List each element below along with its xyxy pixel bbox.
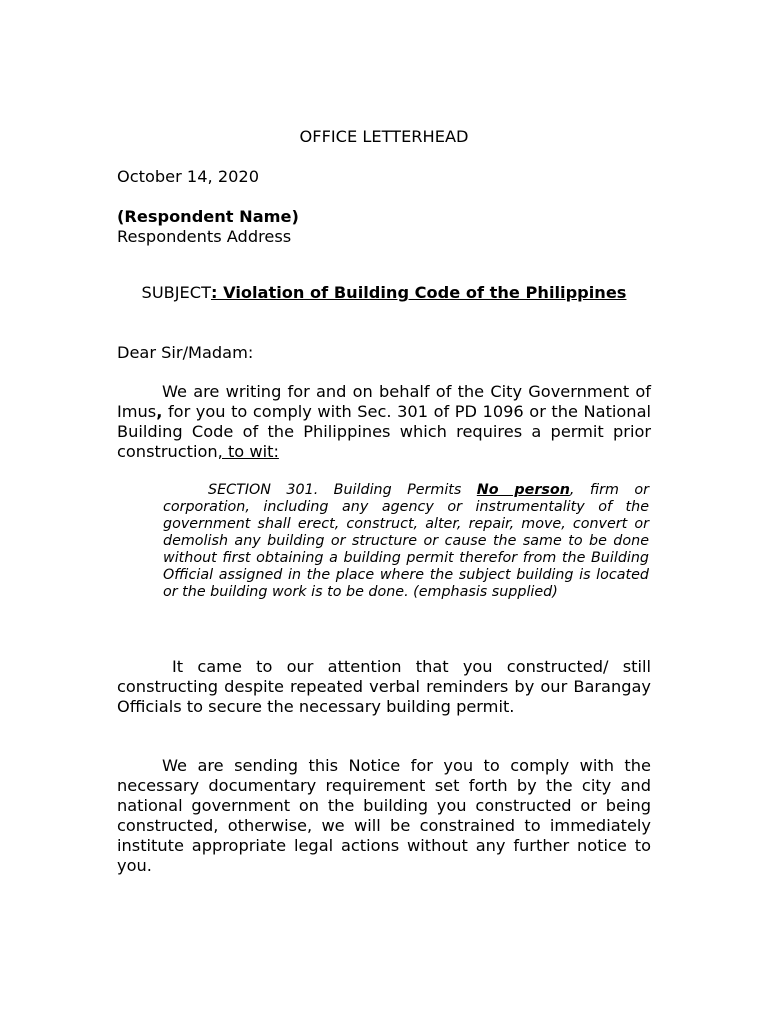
- paragraph-attention: It came to our attention that you constructed/ still constructing despite repeated verbal reminders by our Barangay Officials to secure the necessary building permit.: [117, 657, 651, 716]
- respondent-address: Respondents Address: [117, 227, 292, 246]
- quote-part2: , firm or corporation, including any agency or instrumentality of the government shall erect, construct, alter, repair, move, convert or demolish any building or structure or cause the same to be done without first obtaining a building permit therefor from the Building Official assigned in the place where the subject building is located or the building work is to be done. (emphasis supplied): [163, 482, 649, 600]
- quote-emphasis: No person: [476, 482, 570, 498]
- subject-line: [117, 283, 651, 303]
- paragraph-intro: [117, 382, 651, 462]
- subject-text: : Violation of Building Code of the Philippines: [210, 283, 627, 302]
- paragraph-intro-part2: for you to comply with Sec. 301 of PD 1096 or the National Building Code of the Philippines which requires a permit prior construction: [117, 402, 651, 461]
- paragraph-intro-part1: We are writing for and on behalf of the City Government of Imus: [117, 382, 651, 421]
- salutation: Dear Sir/Madam:: [117, 343, 254, 362]
- quote-part1: SECTION 301. Building Permits: [208, 482, 477, 498]
- office-letterhead: OFFICE LETTERHEAD: [299, 127, 469, 146]
- paragraph-notice: We are sending this Notice for you to comply with the necessary documentary requirement set forth by the city and national government on the building you constructed or being constructed, otherwise, we will be constrained to immediately institute appropriate legal actions without any further notice to you.: [117, 756, 651, 875]
- quoted-section-301: [163, 482, 649, 601]
- subject-label: SUBJECT: [141, 283, 211, 302]
- paragraph-intro-part3: , to wit:: [217, 442, 279, 461]
- letter-date: October 14, 2020: [117, 167, 260, 186]
- respondent-name: (Respondent Name): [117, 207, 299, 226]
- paragraph-intro-comma: ,: [156, 402, 163, 421]
